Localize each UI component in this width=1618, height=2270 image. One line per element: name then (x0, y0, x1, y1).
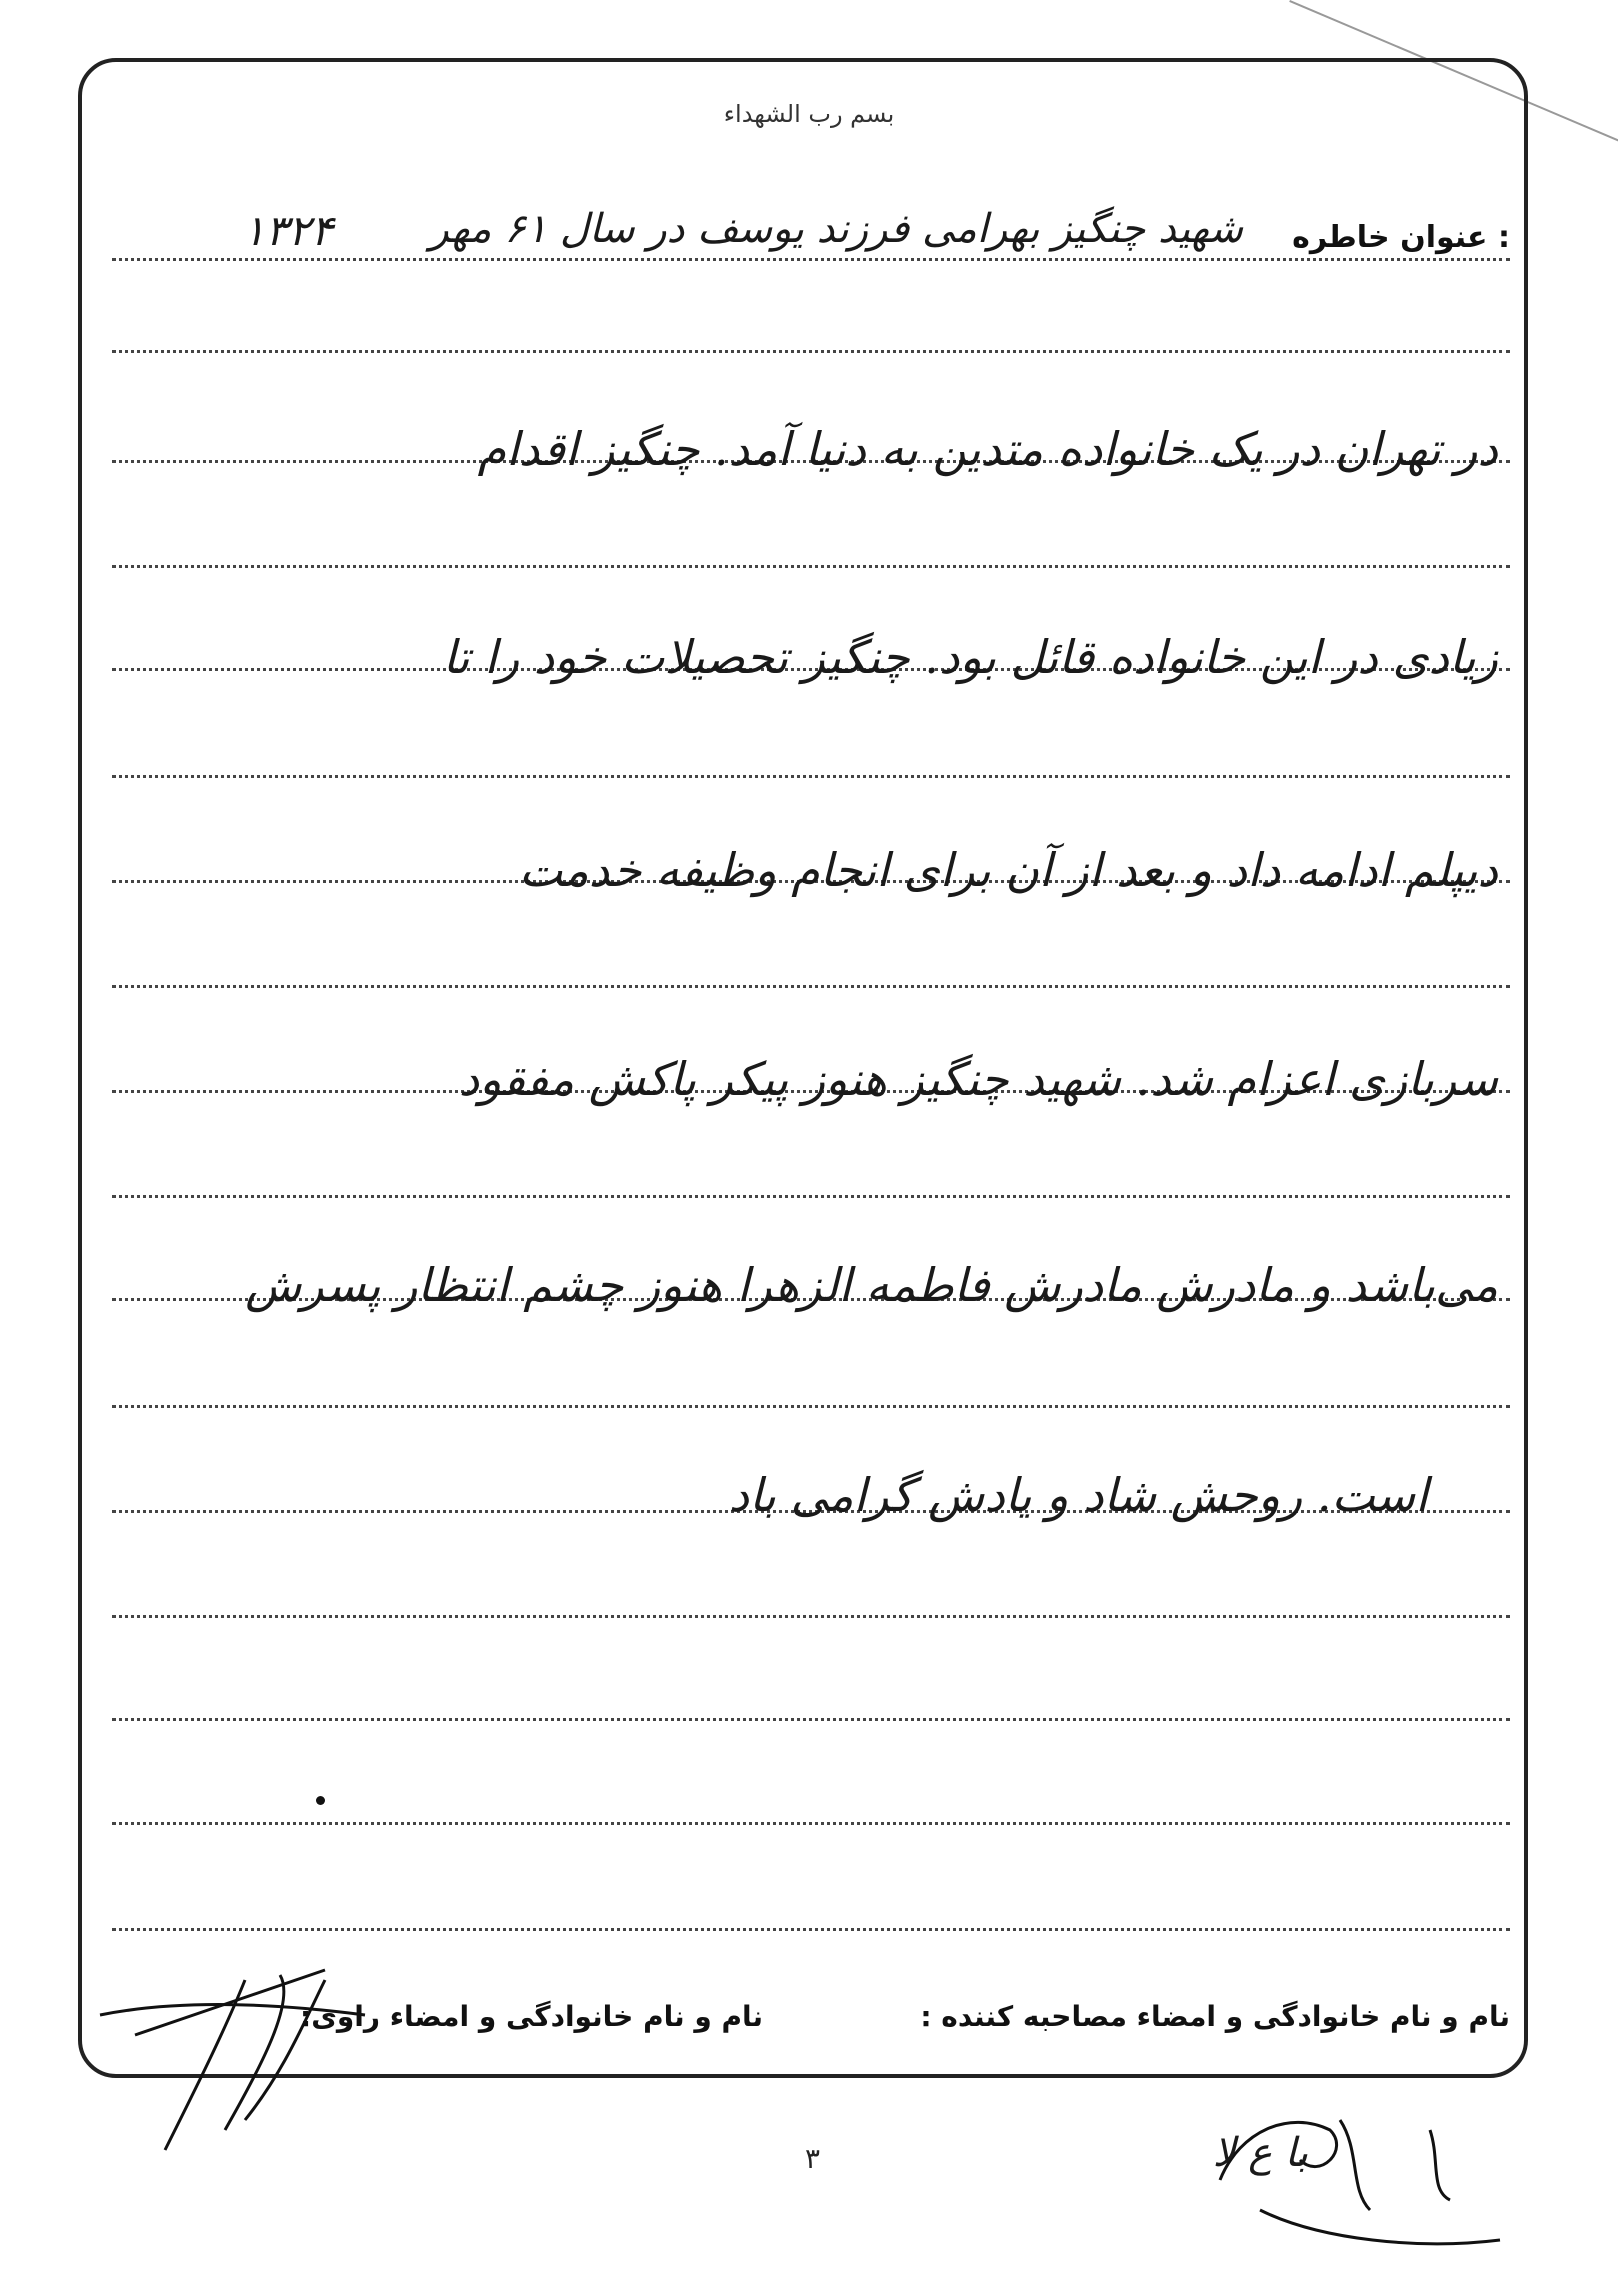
title-year: ۱۳۲۴ (242, 206, 333, 255)
interviewer-signature (1200, 2090, 1540, 2270)
ruled-line (112, 1928, 1510, 1931)
ruled-line (112, 775, 1510, 778)
title-label: عنوان خاطره : (1292, 220, 1510, 255)
body-line: است. روحش شاد و یادش گرامی باد (728, 1468, 1428, 1522)
page-number: ۳ (805, 2142, 821, 2175)
body-line: زیادی در این خانواده قائل بود. چنگیز تحصیلات خود را تا (442, 630, 1498, 684)
ruled-line (112, 1615, 1510, 1618)
ruled-line (112, 258, 1510, 261)
narrator-signature-label: نام و نام خانوادگی و امضاء راوی: (300, 2000, 764, 2033)
ruled-line (112, 1405, 1510, 1408)
interviewer-signature-label: نام و نام خانوادگی و امضاء مصاحبه کننده : (920, 2000, 1510, 2033)
narrator-signature (95, 1960, 385, 2160)
interviewer-handwritten: با ع لا (1212, 2130, 1308, 2176)
body-line: می‌باشد و مادرش مادرش فاطمه الزهرا هنوز چشم انتظار پسرش (245, 1258, 1498, 1312)
body-line: دیپلم ادامه داد و بعد از آن برای انجام وظیفه خدمت (518, 843, 1498, 897)
ink-dot (316, 1796, 325, 1805)
ruled-line (112, 565, 1510, 568)
ruled-line (112, 350, 1510, 353)
body-line: در تهران در یک خانواده متدین به دنیا آمد. چنگیز اقدام (477, 422, 1498, 476)
ruled-line (112, 985, 1510, 988)
ruled-line (112, 1195, 1510, 1198)
ruled-line (112, 1718, 1510, 1721)
title-handwritten: شهید چنگیز بهرامی فرزند یوسف در سال ۶۱ مهر (429, 206, 1243, 252)
page-header: بسم رب الشهداء (723, 100, 895, 128)
ruled-line (112, 1822, 1510, 1825)
body-line: سربازی اعزام شد. شهید چنگیز هنوز پیکر پاکش مفقود (458, 1052, 1498, 1106)
